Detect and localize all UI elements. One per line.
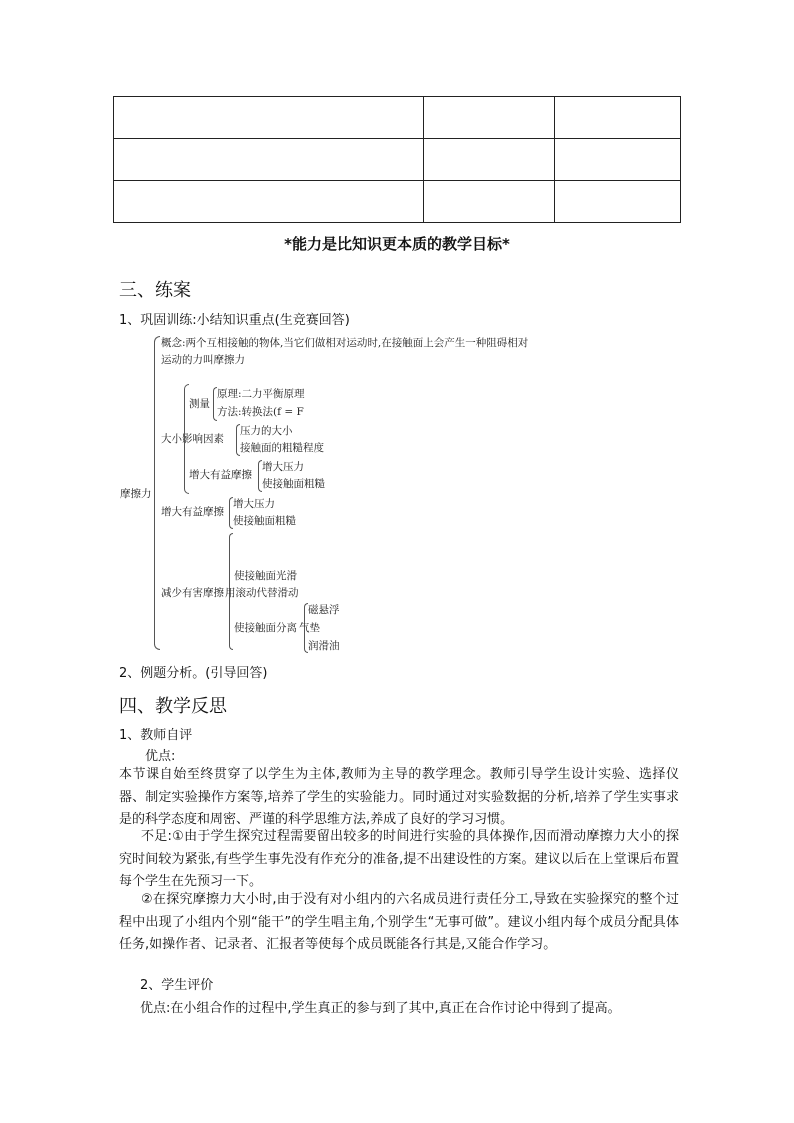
- section-4-item-2: 2、学生评价: [140, 978, 214, 993]
- table-cell: [114, 181, 424, 223]
- page-caption: *能力是比知识更本质的教学目标*: [284, 235, 510, 253]
- tree-make-rough: 使接触面粗糙: [233, 515, 296, 527]
- pros-paragraph: 本节课自始至终贯穿了以学生为主体,教师为主导的教学理念。教师引导学生设计实验、选择仪器、制定实验操作方案等,培养了学生的实验能力。同时通过对实验数据的分析,培养了学生实事求是的科学态度和周密、严谨的科学思维方法,养成了良好的学习习惯。: [119, 767, 679, 827]
- table-cell: [555, 139, 681, 181]
- pros-label: 优点:: [145, 749, 176, 764]
- tree-make-smooth: 使接触面光滑: [234, 570, 297, 582]
- tree-method: 方法:转换法(f = F: [217, 406, 304, 418]
- table-cell: [555, 97, 681, 139]
- table-cell: [114, 97, 424, 139]
- tree-aircushion: 气垫: [299, 622, 320, 634]
- tree-concept-line-2: 运动的力叫摩擦力: [161, 354, 245, 366]
- tree-increase-useful: 增大有益摩擦: [161, 506, 224, 518]
- table-cell: [114, 139, 424, 181]
- table-row: [114, 97, 681, 139]
- tree-increase-useful-inner: 增大有益摩擦: [189, 469, 252, 481]
- tree-lubricant: 润滑油: [308, 640, 340, 652]
- root-brace: [154, 336, 160, 650]
- cons-paragraph: 不足:①由于学生探究过程需要留出较多的时间进行实验的具体操作,因而滑动摩擦力大小的探究时间较为紧张,有些学生事先没有作充分的准备,提不出建设性的方案。建议以后在上堂课后布置每个学生在先预习一下。: [119, 829, 679, 889]
- tree-principle: 原理:二力平衡原理: [217, 388, 305, 400]
- tree-concept-line-1: 概念:两个互相接触的物体,当它们做相对运动时,在接触面上会产生一种阻碍相对: [161, 337, 529, 349]
- tree-inner-rough: 使接触面粗糙: [262, 478, 325, 490]
- section-3-title: 三、练案: [119, 280, 191, 301]
- table-row: [114, 181, 681, 223]
- tree-reduce-harmful: 减少有害摩擦: [161, 587, 224, 599]
- tree-separate: 使接触面分离: [234, 622, 297, 634]
- table-cell: [424, 97, 555, 139]
- table-row: [114, 139, 681, 181]
- tree-rolling: 用滚动代替滑动: [225, 587, 299, 599]
- section-3-item-1: 1、巩固训练:小结知识重点(生竞赛回答): [119, 313, 350, 328]
- section-4-title: 四、教学反思: [119, 696, 227, 717]
- tree-surface-roughness: 接触面的粗糙程度: [240, 442, 324, 454]
- table-cell: [424, 139, 555, 181]
- tree-maglev: 磁悬浮: [308, 604, 340, 616]
- table-cell: [555, 181, 681, 223]
- tree-pressure-size: 压力的大小: [240, 425, 293, 437]
- section-3-item-2: 2、例题分析。(引导回答): [119, 666, 268, 681]
- tree-measure: 测量: [189, 398, 210, 410]
- tree-inc-pressure: 增大压力: [233, 498, 275, 510]
- cons-paragraph-2: ②在探究摩擦力大小时,由于没有对小组内的六名成员进行责任分工,导致在实验探究的整个过程中出现了小组内个别“能干”的学生唱主角,个别学生“无事可做”。建议小组内每个成员分配具体任务,如操作者、记录者、汇报者等使每个成员既能各行其是,又能合作学习。: [119, 892, 679, 952]
- tree-root: 摩擦力: [120, 488, 152, 500]
- evaluation-table: [113, 96, 681, 223]
- tree-size-factors: 大小影响因素: [161, 433, 224, 445]
- section-4-item-1: 1、教师自评: [119, 728, 193, 743]
- tree-inner-inc-pressure: 增大压力: [262, 461, 304, 473]
- table-cell: [424, 181, 555, 223]
- student-evaluation: 优点:在小组合作的过程中,学生真正的参与到了其中,真正在合作讨论中得到了提高。: [140, 1001, 621, 1016]
